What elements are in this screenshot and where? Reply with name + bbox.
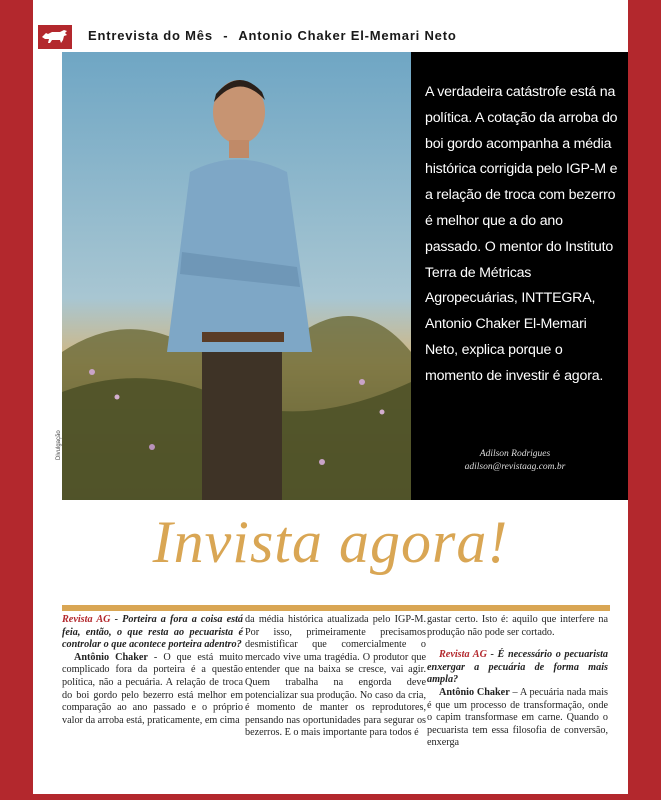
question-2 [427,649,608,687]
question-2-text: - É necessário o pecuarista enxergar a pecuária de forma mais ampla? [427,649,608,686]
answer-2-source: Antônio Chaker [439,686,510,698]
paragraph-gap [427,639,608,649]
article-column-3 [427,614,608,750]
author-name: Adilson Rodrigues [479,449,551,459]
question-1-source: Revista AG [62,614,111,625]
interviewee-photo [62,52,411,500]
column-3-text: gastar certo. Isto é: aquilo que interfere na produção não pode ser cortado. [427,614,608,638]
article-column-1 [62,614,243,727]
pull-quote: A verdadeira catástrofe está na política. A cotação da arroba do boi gordo acompanha a média histórica corrigida pelo IGP-M e a relação de troca com bezerro é melhor que a do ano passado. O mentor do Instituto Terra de Métricas Agropecuárias, INTTEGRA, Antonio Chaker El-Memari Neto, explica porque o momento de investir é agora. [425,84,618,384]
answer-1-source: Antônio Chaker [74,651,148,663]
question-1-text: - Porteira a fora a coisa está feia, então, o que resta ao pecuarista é controlar o que acontece porteira adentro? [62,614,243,651]
answer-1-text: - O que está muito complicado fora da porteira é a questão política, não a pecuária. A relação de troca do boi gordo pelo bezerro está melhor em comparação ao ano passado e o próprio valor da arroba está, praticamente, em cima [62,651,243,726]
right-red-border [628,0,661,800]
answer-2 [427,687,608,750]
interviewee-name: Antonio Chaker El-Memari Neto [238,28,457,43]
article-title: Invista agora! [152,509,509,575]
photo-credit: Divulgação [56,430,62,460]
title-rule [62,605,610,611]
bull-icon [38,25,72,49]
left-red-border [0,0,33,800]
section-header [88,28,457,43]
author-email: adilson@revistaag.com.br [464,462,566,472]
question-1 [62,614,243,650]
answer-1 [62,652,243,728]
header-separator: - [223,28,229,43]
article-column-2 [245,614,426,740]
bottom-red-border [33,794,628,800]
section-name: Entrevista do Mês [88,28,213,43]
question-2-source: Revista AG [439,649,487,661]
column-2-text: da média histórica atualizada pelo IGP-M. Por isso, primeiramente precisamos desmistificar que comercialmente o mercado vive uma tragédia. O produtor que entender que na baixa se cresce, vai agir. Quem trabalha na engorda deve potencializar sua produção. No caso da cria, é momento de manter os reprodutores, pensando nas oportunidades para segurar os bezerros. E o mais importante para todos é [245,614,426,739]
answer-2-text: – A pecuária nada mais é que um processo de transformação, onde o capim transformase em carne. Quando o pecuarista tem essa filosofia de conversão, enxerga [427,686,608,749]
author-byline [440,448,590,474]
